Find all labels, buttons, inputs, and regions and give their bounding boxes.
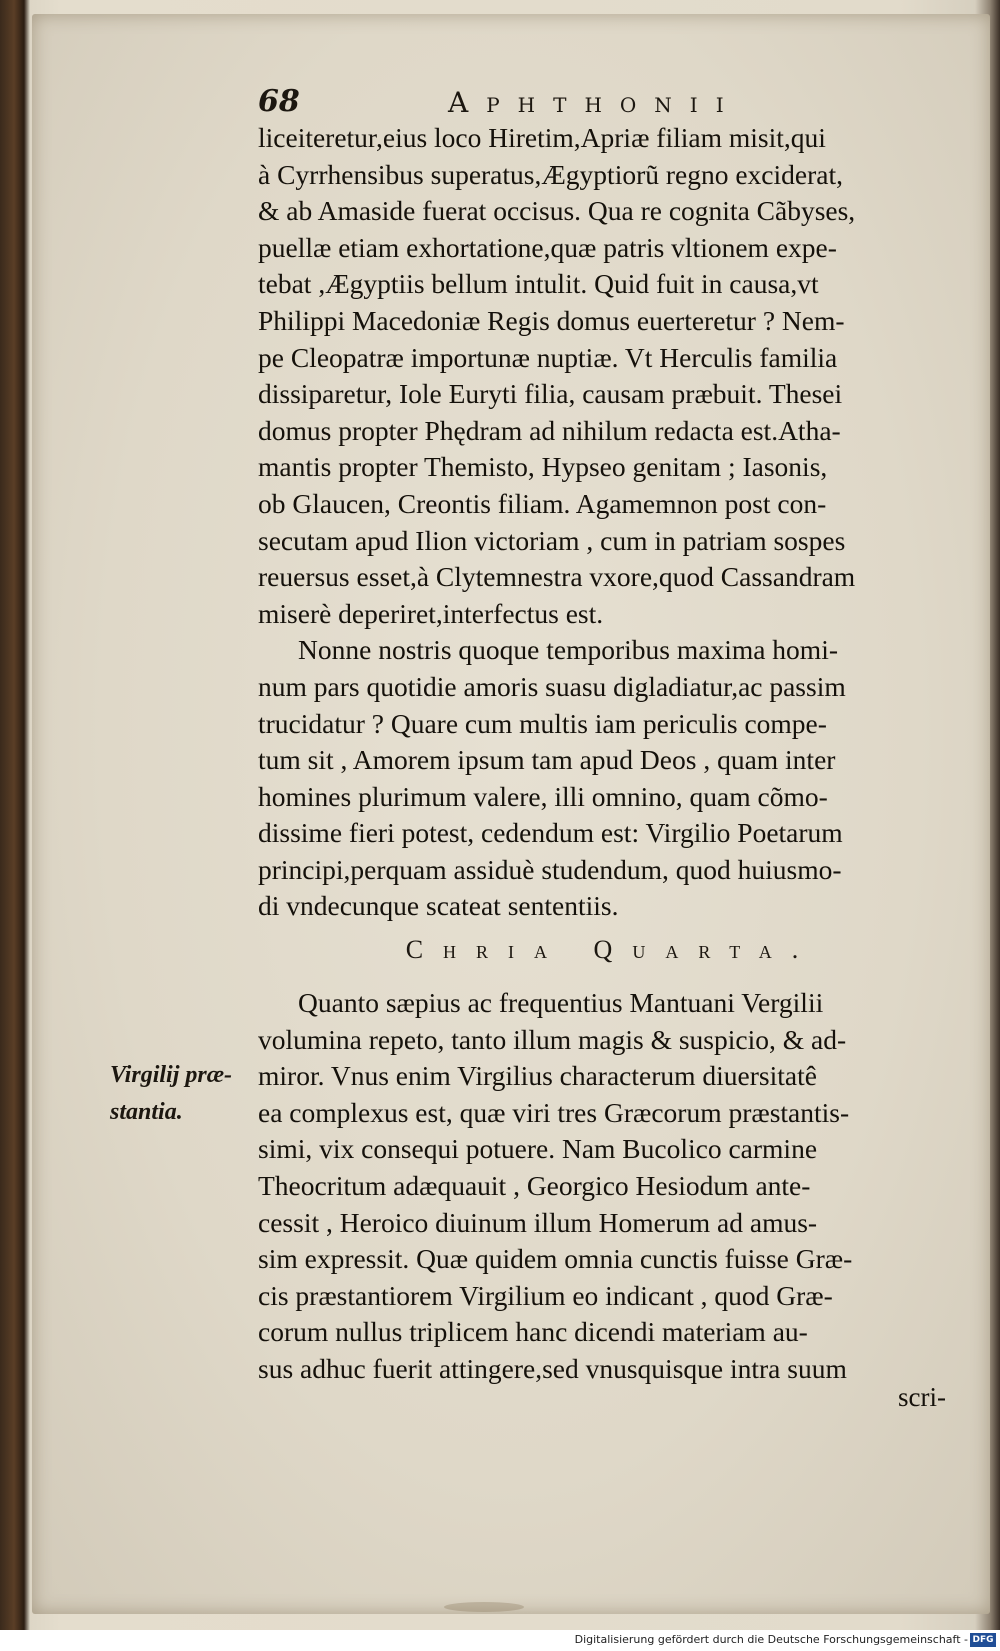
text-line: ea complexus est, quæ viri tres Græcorum præstantis- bbox=[258, 1096, 850, 1128]
body-text-section-1 bbox=[258, 120, 966, 925]
body-text-section-2 bbox=[258, 985, 966, 1388]
chapter-heading: Chria Quarta. bbox=[405, 935, 819, 964]
text-line: num pars quotidie amoris suasu digladiatur,ac passim bbox=[258, 670, 846, 702]
page-header bbox=[258, 84, 948, 124]
text-line: tebat ,Ægyptiis bellum intulit. Quid fuit in causa,vt bbox=[258, 268, 819, 300]
text-line: sus adhuc fuerit attingere,sed vnusquisque intra suum bbox=[258, 1352, 847, 1384]
text-line: sim expressit. Quæ quidem omnia cunctis fuisse Græ- bbox=[258, 1243, 853, 1275]
text-line: ob Glaucen, Creontis filiam. Agamemnon post con- bbox=[258, 487, 827, 519]
text-line: à Cyrrhensibus superatus,Ægyptiorũ regno exciderat, bbox=[258, 158, 843, 190]
text-line: dissiparetur, Iole Euryti filia, causam præbuit. Thesei bbox=[258, 378, 843, 410]
text-line: liceiteretur,eius loco Hiretim,Apriæ filiam misit,qui bbox=[258, 122, 826, 153]
dfg-logo: DFG bbox=[970, 1633, 996, 1647]
text-line: trucidatur ? Quare cum multis iam periculis compe- bbox=[258, 707, 827, 739]
footer-bar bbox=[0, 1630, 1000, 1651]
text-line: corum nullus triplicem hanc dicendi materiam au- bbox=[258, 1316, 808, 1348]
running-title: Aphthonii bbox=[448, 86, 742, 119]
text-line: secutam apud Ilion victoriam , cum in patriam sospes bbox=[258, 524, 846, 556]
text-line: cessit , Heroico diuinum illum Homerum ad amus- bbox=[258, 1206, 818, 1238]
text-line: domus propter Phędram ad nihilum redacta est.Atha- bbox=[258, 414, 841, 446]
catchword: scri- bbox=[898, 1382, 946, 1412]
text-line: tum sit , Amorem ipsum tam apud Deos , quam inter bbox=[258, 744, 836, 776]
marginal-note-line: Virgilij præ- bbox=[110, 1062, 233, 1088]
text-line: Theocritum adæquauit , Georgico Hesiodum ante- bbox=[258, 1169, 811, 1201]
text-line: principi,perquam assiduè studendum, quod huiusmo- bbox=[258, 853, 842, 885]
text-line: & ab Amaside fuerat occisus. Qua re cognita Cãbyses, bbox=[258, 195, 856, 227]
text-line: di vndecunque scateat sententiis. bbox=[258, 890, 619, 922]
marginal-note bbox=[110, 1057, 250, 1130]
text-line: homines plurimum valere, illi omnino, quam cõmo- bbox=[258, 780, 828, 812]
page-stain bbox=[444, 1602, 524, 1612]
text-line: volumina repeto, tanto illum magis & suspicio, & ad- bbox=[258, 1023, 847, 1055]
text-line: Quanto sæpius ac frequentius Mantuani Vergilii bbox=[298, 987, 824, 1018]
funding-notice: Digitalisierung gefördert durch die Deutsche Forschungsgemeinschaft - bbox=[574, 1633, 968, 1646]
text-line: miror. Vnus enim Virgilius characterum diuersitatê bbox=[258, 1060, 817, 1092]
text-line: pe Cleopatræ importunæ nuptiæ. Vt Herculis familia bbox=[258, 341, 838, 373]
text-line: cis præstantiorem Virgilium eo indicant , quod Græ- bbox=[258, 1279, 833, 1311]
marginal-note-line: stantia. bbox=[110, 1098, 183, 1125]
text-line: puellæ etiam exhortatione,quæ patris vltionem expe- bbox=[258, 231, 837, 263]
text-line: Nonne nostris quoque temporibus maxima homi- bbox=[298, 634, 838, 666]
text-line: simi, vix consequi potuere. Nam Bucolico carmine bbox=[258, 1133, 818, 1165]
text-line: mantis propter Themisto, Hypseo genitam ; Iasonis, bbox=[258, 451, 828, 483]
text-line: Philippi Macedoniæ Regis domus euerteretur ? Nem- bbox=[258, 304, 845, 336]
text-line: dissime fieri potest, cedendum est: Virgilio Poetarum bbox=[258, 817, 843, 849]
page-number: 68 bbox=[258, 84, 300, 119]
text-line: reuersus esset,à Clytemnestra vxore,quod Cassandram bbox=[258, 561, 856, 593]
text-line: miserè deperiret,interfectus est. bbox=[258, 597, 604, 629]
